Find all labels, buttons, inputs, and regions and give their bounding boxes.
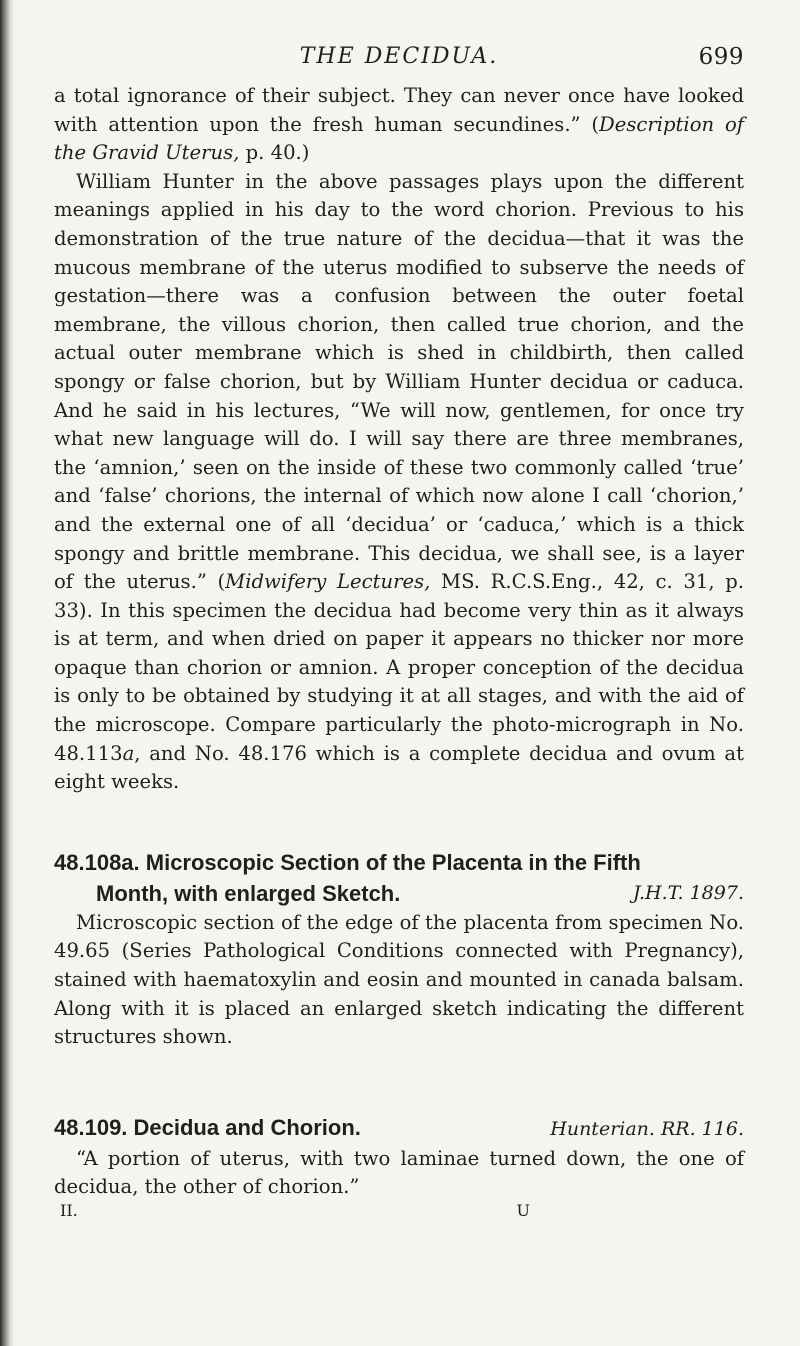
- entry-109-number: 48.: [54, 1114, 85, 1140]
- entry-108a-source: J.H.T. 1897.: [632, 881, 744, 904]
- entry-108a-title-line-2: Month, with enlarged Sketch. J.H.T. 1897.: [54, 878, 744, 909]
- entry-108a-heading: [54, 847, 744, 909]
- entry-109-body: “A portion of uterus, with two laminae turned down, the one of decidua, the other of chorion.”: [54, 1146, 744, 1199]
- entry-108a-body: Microscopic section of the edge of the placenta from specimen No. 49.65 (Series Pathological Conditions connected with Pregnancy), stained with haematoxylin and eosin and mounted in canada balsam. Along with it is placed an enlarged sketch indicating the different structures shown.: [54, 910, 744, 1049]
- paragraph-2-text-b: MS. R.C.S.Eng., 42, c. 31, p. 33). In this specimen the decidua had become very thin as it always is at term, and when dried on paper it appears no thicker nor more opaque than chorion or amnion. A proper conception of the decidua is only to be obtained by studying it at all stages, and with the aid of the microscope. Compare particularly the photo-micrograph in No. 48.113: [54, 570, 745, 765]
- paragraph-2-text-a: William Hunter in the above passages plays upon the different meanings applied in his day to the word chorion. Previous to his demonstration of the true nature of the decidua—that it was the mucous membrane of the uterus modified to subserve the needs of gestation—there was a confusion between the outer foetal membrane, the villous chorion, then called true chorion, and the actual outer membrane which is shed in childbirth, then called spongy or false chorion, but by William Hunter decidua or caduca. And he said in his lectures, “We will now, gentlemen, for once try what new language will do. I will say there are three membranes, the ‘amnion,’ seen on the inside of these two commonly called ‘true’ and ‘false’ chorions, the internal of which now alone I call ‘chorion,’ and the external one of all ‘decidua’ or ‘caduca,’ which is a thick spongy and brittle membrane. This decidua, we shall see, is a layer of the uterus.” (: [54, 169, 744, 594]
- paragraph-2-citation: Midwifery Lectures,: [225, 570, 431, 594]
- printer-signature: [60, 1202, 530, 1220]
- entry-108a-number: 48.: [54, 849, 85, 875]
- paragraph-1-citation: Description of the Gravid Uterus,: [54, 112, 744, 165]
- entry-108a-title: 108a. Microscopic Section of the Placenta in the Fifth: [84, 849, 641, 875]
- paragraph-1-text-b: p. 40.): [239, 141, 310, 165]
- entry-109-title: 109. Decidua and Chorion.: [84, 1114, 361, 1140]
- page: [54, 44, 744, 1220]
- paragraph-2: [54, 168, 744, 797]
- page-number: 699: [698, 44, 744, 70]
- entry-109-source: Hunterian. RR. 116.: [550, 1117, 744, 1140]
- running-head-title: THE DECIDUA.: [299, 44, 499, 69]
- paragraph-1-text-a: a total ignorance of their subject. They can never once have looked with attention upon the fresh human secundines.” (: [54, 84, 744, 136]
- paragraph-2-suffix: a: [122, 741, 135, 765]
- book-binding-edge: [0, 0, 14, 1346]
- signature-volume: II.: [60, 1201, 78, 1220]
- running-head: [54, 44, 744, 78]
- paragraph-2-text-c: , and No. 48.176 which is a complete decidua and ovum at eight weeks.: [54, 741, 744, 794]
- entry-109-heading: [54, 1112, 744, 1145]
- paragraph-1: [54, 82, 744, 168]
- entry-108a-title-line-1: [54, 847, 744, 878]
- signature-mark: U: [516, 1201, 530, 1220]
